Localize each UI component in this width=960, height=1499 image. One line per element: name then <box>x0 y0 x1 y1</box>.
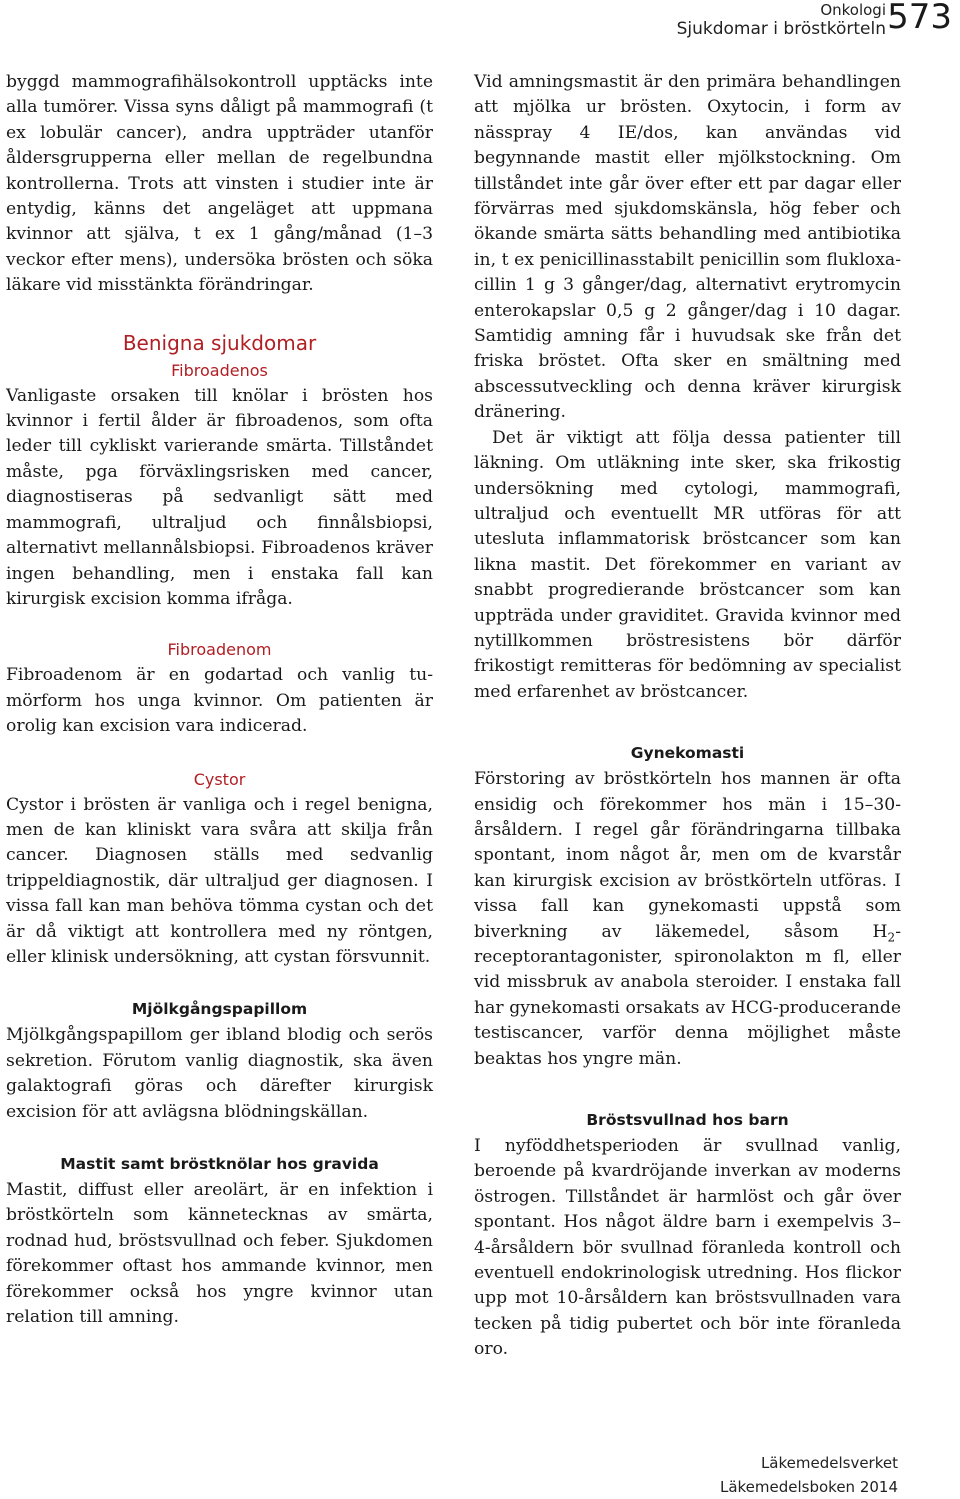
header-section: Onkologi <box>820 1 886 19</box>
paragraph-fibroadenos: Vanligaste orsaken till knölar i brösten hos kvinnor i fertil ålder är fibroadenos, som ofta leder till cykliskt varierande smärta. Tillståndet måste, pga förväxlingsrisken med cancer, diagnostiseras på sedvanligt sätt med mammografi, ultraljud och finnålsbiopsi, alternativt mellannålsbiopsi. Fibroadenos kräver ingen behandling, men i enstaka fall kan kirurgisk excision komma ifråga. <box>6 385 433 609</box>
paragraph-uppfoljning: Det är viktigt att följa dessa patienter till läkning. Om utläkning inte sker, ska frikostig undersökning med cytologi, mammografi, ultraljud och eventuellt MR utföras för att utesluta inflammatorisk bröstcancer som kan likna mastit. Det förekommer en variant av snabbt progredierande bröstcancer som kan uppträda under graviditet. Gravida kvinnor med nytillkommen bröstresistens bör därför frikostigt remitteras för bedömning av specialist med erfarenhet av bröstcancer. <box>474 427 901 702</box>
paragraph-mjolkgangspapillom: Mjölkgångspapillom ger ibland blodig och serös sekretion. Förutom vanlig diagnostik, ska även galaktografi göras och därefter kirurgisk excision för att avlägsna blödningskällan. <box>6 1025 433 1122</box>
paragraph-cystor: Cystor i brösten är vanliga och i regel benigna, men de kan kliniskt vara svåra att skilja från cancer. Diagnosen ställs med sedvanlig trippeldiagnostik, där ultraljud ger diagnosen. I vissa fall kan man behöva tömma cystan och det är då viktigt att kontrollera med ny röntgen, eller klinisk undersökning, att cystan försvunnit. <box>6 794 433 967</box>
page-header <box>352 0 952 48</box>
right-column <box>474 70 901 1363</box>
h2-subscript: 2 <box>887 930 896 945</box>
subheading-mjolkgangspapillom: Mjölkgångspapillom <box>131 1000 308 1019</box>
page-footer <box>720 1451 898 1499</box>
section-heading-benigna: Benigna sjukdomar <box>122 330 317 355</box>
footer-book: Läkemedelsboken 2014 <box>719 1478 898 1496</box>
paragraph-mastit: Mastit, diffust eller areolärt, är en infektion i bröstkörteln som kännetecknas av smärta, rodnad hud, bröstsvullnad och feber. Sjukdomen förekommer oftast hos ammande kvinnor, men förekommer också hos yngre kvinnor utan relation till amning. <box>6 1180 433 1328</box>
paragraph-intro: byggd mammografihälsokontroll upptäcks inte alla tumörer. Vissa syns dåligt på mammografi (t ex lobulär cancer), andra uppträder utanför åldersgrupperna eller mellan de regelbundna kontrollerna. Trots att vinsten i studier inte är entydig, känns det angeläget att uppmana kvinnor att själva, t ex 1 gång/månad (1–3 veckor efter mens), undersöka brösten och söka läkare vid misstänkta förändringar. <box>6 72 433 296</box>
paragraph-gynekomasti <box>474 767 901 1072</box>
left-column <box>6 70 433 1330</box>
gynekomasti-text-b: -receptorantagonister, spironolakton m fl, eller vid missbruk av anabola steroider. I enstaka fall har gynekomasti orsakats av HCG-producerande testiscancer, varför denna möjlighet måste beaktas hos yngre män. <box>474 921 901 1069</box>
header-chapter: Sjukdomar i bröstkörteln <box>676 19 886 39</box>
subheading-brostsvullnad-barn: Bröstsvullnad hos barn <box>586 1111 789 1130</box>
page-number: 573 <box>887 0 952 37</box>
subheading-cystor: Cystor <box>193 769 246 789</box>
footer-publisher: Läkemedelsverket <box>760 1454 898 1472</box>
subheading-fibroadenom: Fibroadenom <box>167 640 272 660</box>
subheading-gynekomasti: Gynekomasti <box>630 744 745 763</box>
paragraph-amningsmastit: Vid amningsmastit är den primära behandlingen att mjölka ur brösten. Oxytocin, i form av nässpray 4 IE/dos, kan användas vid begynnande mastit eller mjölkstockning. Om tillståndet inte går över efter ett par dagar eller förvärras med sjukdomskänsla, hög feber och ökande smärta sätts behandling med antibiotika in, t ex penicillinasstabilt penicillin som flukloxacillin 1 g 3 gånger/dag, alternativt erytromycin enterokapslar 0,5 g 2 gånger/dag i 10 dagar. Samtidig amning får i huvudsak ske från det friska bröstet. Ofta sker en smältning med abscessutveckling och denna kräver kirurgisk dränering. <box>474 72 901 423</box>
subheading-mastit: Mastit samt bröstknölar hos gravida <box>60 1155 379 1173</box>
paragraph-brostsvullnad-barn: I nyföddhetsperioden är svullnad vanlig, beroende på kvardröjande inverkan av moderns östrogen. Tillståndet är harmlöst och går över spontant. Hos något äldre barn i exempelvis 3–4-årsåldern bör svullnad föranleda kontroll och eventuell endokrinologisk utredning. Hos flickor upp mot 10-årsåldern kan bröstsvullnaden vara tecken på tidig pubertet och bör inte föranleda oro. <box>474 1136 901 1360</box>
paragraph-fibroadenom: Fibroadenom är en godartad och vanlig tumörform hos unga kvinnor. Om patienten är orolig kan excision vara indicerad. <box>6 665 433 737</box>
gynekomasti-text-a: Förstoring av bröstkörteln hos mannen är ofta ensidig och förekommer hos män i 15–30-årsåldern. I regel går förändringarna tillbaka spontant, inom något år, men om de kvarstår kan kirurgisk excision av bröstkörteln utföras. I vissa fall kan gynekomasti uppstå som biverkning av läkemedel, såsom H <box>474 769 901 942</box>
subheading-fibroadenos: Fibroadenos <box>171 360 268 380</box>
